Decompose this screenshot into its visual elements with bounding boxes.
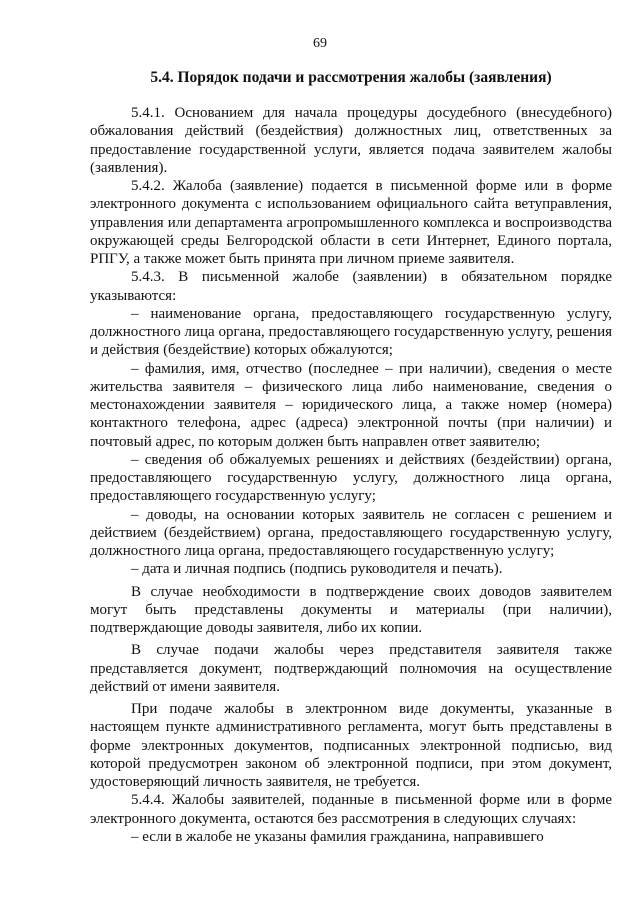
paragraph-supporting-documents: В случае необходимости в подтверждение своих доводов заявителем могут быть представлены документы и материалы (при наличии), подтверждающие доводы заявителя, либо их копии.	[90, 583, 612, 636]
list-item-appealed-decisions: – сведения об обжалуемых решениях и действиях (бездействии) органа, предоставляющего государственную услугу, должностного лица органа, предоставляющего государственную услугу;	[90, 451, 612, 505]
paragraph-representative: В случае подачи жалобы через представителя заявителя также представляется документ, подтверждающий полномочия на осуществление действий от имени заявителя.	[90, 642, 612, 695]
paragraph-5-4-2: 5.4.2. Жалоба (заявление) подается в письменной форме или в форме электронного документа с использованием официального сайта ветуправления, управления или департамента агропромышленного комплекса и воспроизводства окружающей среды Белгородской области в сети Интернет, Единого портала, РПГУ, а также может быть принята при личном приеме заявителя.	[90, 178, 612, 267]
paragraph-5-4-3: 5.4.3. В письменной жалобе (заявлении) в обязательном порядке указываются:	[90, 269, 612, 304]
list-item-arguments: – доводы, на основании которых заявитель не согласен с решением и действием (бездействием) органа, предоставляющего государственную услугу, должностного лица органа, предоставляющего государственную услугу;	[90, 506, 612, 559]
list-item-date-signature: – дата и личная подпись (подпись руководителя и печать).	[131, 561, 503, 578]
page-number: 69	[313, 36, 327, 51]
paragraph-5-4-4: 5.4.4. Жалобы заявителей, поданные в письменной форме или в форме электронного документа, остаются без рассмотрения в следующих случаях:	[90, 792, 612, 827]
list-item-applicant-details: – фамилия, имя, отчество (последнее – при наличии), сведения о месте жительства заявителя – физического лица либо наименование, сведения о местонахождении заявителя – юридического лица, а также номер (номера) контактного телефона, адрес (адреса) электронной почты (при наличии) и почтовый адрес, по которым должен быть направлен ответ заявителю;	[90, 360, 612, 450]
list-item-organ-name: – наименование органа, предоставляющего государственную услугу, должностного лица органа, предоставляющего государственную услугу, решения и действия (бездействие) которых обжалуются;	[90, 305, 612, 359]
document-body	[90, 104, 612, 846]
list-item-no-surname: – если в жалобе не указаны фамилия гражданина, направившего	[131, 828, 544, 845]
paragraph-5-4-1: 5.4.1. Основанием для начала процедуры досудебного (внесудебного) обжалования действий (бездействия) должностных лиц, ответственных за предоставление государственной услуги, является подача заявителем жалобы (заявления).	[90, 105, 612, 176]
section-heading: 5.4. Порядок подачи и рассмотрения жалобы (заявления)	[150, 69, 552, 86]
paragraph-electronic-submission: При подаче жалобы в электронном виде документы, указанные в настоящем пункте административного регламента, могут быть представлены в форме электронных документов, подписанных электронной подписью, вид которой предусмотрен законом об электронной подписи, при этом документ, удостоверяющий личность заявителя, не требуется.	[90, 701, 612, 790]
